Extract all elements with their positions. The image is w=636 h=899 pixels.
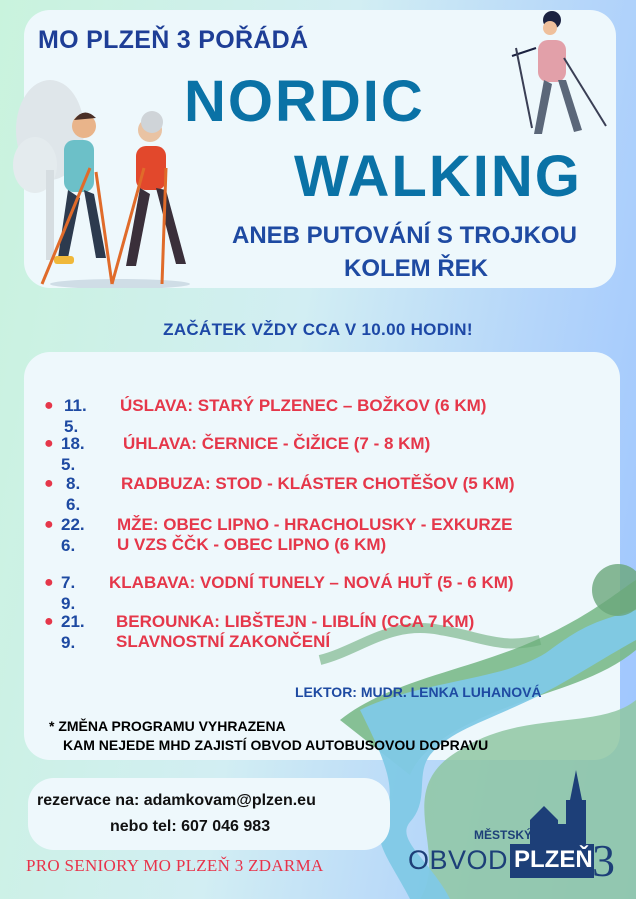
event-description-continued: U VZS ČČK - OBEC LIPNO (6 KM) (117, 535, 387, 554)
bullet-icon: ● (44, 475, 54, 492)
event-date: 7. 9. (61, 573, 76, 613)
event-description: ÚHLAVA: ČERNICE - ČIŽICE (7 - 8 KM) (123, 434, 431, 453)
title-nordic: NORDIC (184, 69, 425, 134)
start-time-note: ZAČÁTEK VŽDY CCA V 10.00 HODIN! (163, 320, 473, 339)
event-description: KLABAVA: VODNÍ TUNELY – NOVÁ HUŤ (5 - 6 KM) (109, 573, 514, 592)
logo-obvod: OBVOD (408, 845, 509, 875)
event-description: RADBUZA: STOD - KLÁSTER CHOTĚŠOV (5 KM) (121, 474, 515, 493)
subtitle-line-1: ANEB PUTOVÁNÍ S TROJKOU (232, 222, 577, 249)
event-date: 21. 9. (61, 612, 85, 652)
event-date: 18. 5. (61, 434, 85, 474)
bullet-icon: ● (44, 516, 54, 533)
logo-subtitle: MĚSTSKÝ (474, 828, 533, 842)
event-description-continued: SLAVNOSTNÍ ZAKONČENÍ (116, 632, 331, 651)
event-date: 22. 6. (61, 515, 85, 555)
reservation-phone: nebo tel: 607 046 983 (110, 818, 271, 835)
bullet-icon: ● (44, 397, 54, 414)
event-description: ÚSLAVA: STARÝ PLZENEC – BOŽKOV (6 KM) (120, 396, 487, 415)
event-description: MŽE: OBEC LIPNO - HRACHOLUSKY - EXKURZE (117, 515, 513, 534)
logo-plzen: PLZEŇ (514, 846, 593, 873)
walker-illustration (506, 8, 616, 143)
event-description: BEROUNKA: LIBŠTEJN - LIBLÍN (CCA 7 KM) (116, 612, 475, 631)
bullet-icon: ● (44, 435, 54, 452)
event-date: 8. 6. (66, 474, 81, 514)
event-date: 11. 5. (64, 396, 87, 436)
subtitle-line-2: KOLEM ŘEK (344, 255, 488, 282)
title-walking: WALKING (294, 144, 582, 209)
logo-number: 3 (592, 835, 615, 886)
bullet-icon: ● (44, 574, 54, 591)
organizer-heading: MO PLZEŇ 3 POŘÁDÁ (38, 26, 309, 54)
lecturer-note: LEKTOR: MUDR. LENKA LUHANOVÁ (295, 684, 542, 700)
bullet-icon: ● (44, 613, 54, 630)
contact-card (28, 778, 390, 850)
footer-free-for-seniors: PRO SENIORY MO PLZEŇ 3 ZDARMA (26, 856, 324, 875)
program-change-note: * ZMĚNA PROGRAMU VYHRAZENA (49, 718, 286, 734)
transport-note: KAM NEJEDE MHD ZAJISTÍ OBVOD AUTOBUSOVOU DOPRAVU (63, 737, 489, 753)
reservation-email: rezervace na: adamkovam@plzen.eu (37, 792, 316, 809)
seniors-walking-illustration (40, 108, 200, 288)
